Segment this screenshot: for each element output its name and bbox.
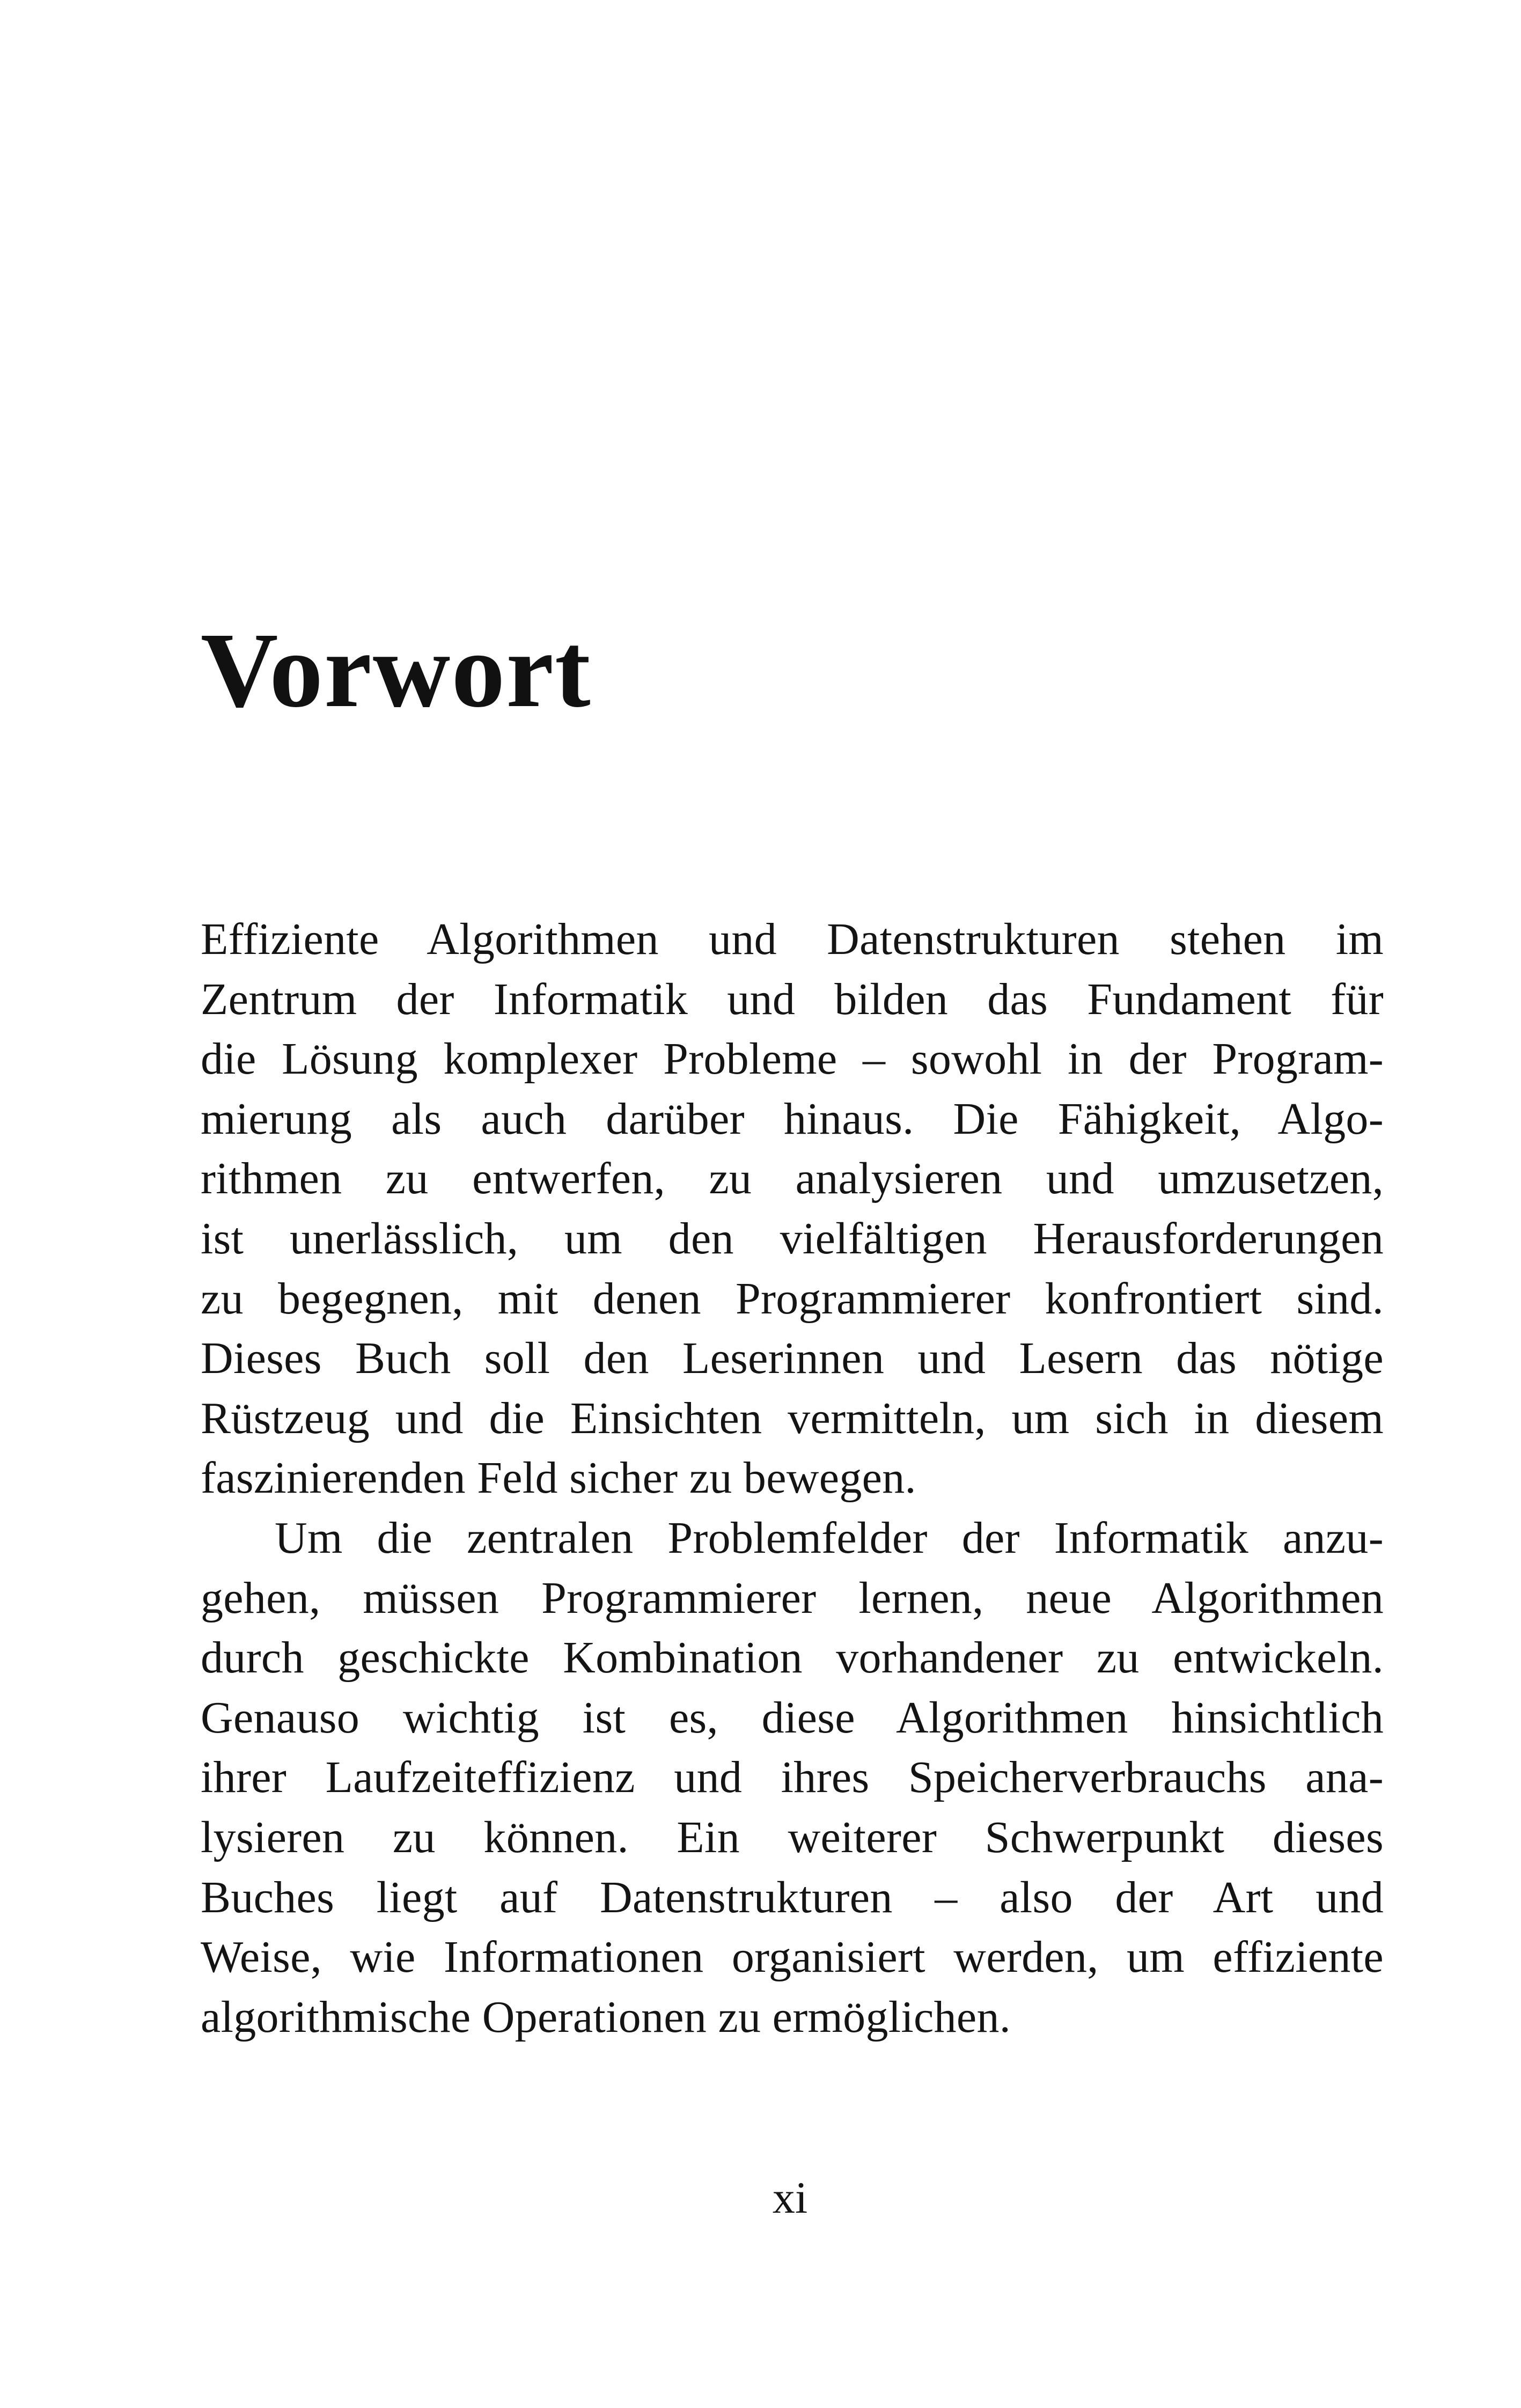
- text-line: rithmen zu entwerfen, zu analysieren und umzusetzen,: [201, 1154, 1384, 1204]
- text-line: durch geschickte Kombination vorhandener zu entwickeln.: [201, 1633, 1384, 1683]
- chapter-title: Vorwort: [201, 611, 592, 730]
- text-line: die Lösung komplexer Probleme – sowohl in der Program-: [201, 1034, 1384, 1084]
- text-line: Buches liegt auf Datenstrukturen – also der Art und: [201, 1872, 1384, 1922]
- text-line: ist unerlässlich, um den vielfältigen Herausforderungen: [201, 1213, 1384, 1264]
- text-line: zu begegnen, mit denen Programmierer konfrontiert sind.: [201, 1273, 1384, 1324]
- body-text: [201, 909, 1384, 2047]
- text-line: Dieses Buch soll den Leserinnen und Lesern das nötige: [201, 1333, 1384, 1384]
- text-line: Weise, wie Informationen organisiert werden, um effiziente: [201, 1932, 1384, 1983]
- text-line: faszinierenden Feld sicher zu bewegen.: [201, 1453, 916, 1503]
- text-line: Zentrum der Informatik und bilden das Fundament für: [201, 974, 1384, 1024]
- text-line: Effiziente Algorithmen und Datenstrukturen stehen im: [201, 914, 1384, 964]
- text-line: algorithmische Operationen zu ermöglichen.: [201, 1992, 1011, 2042]
- text-line: gehen, müssen Programmierer lernen, neue Algorithmen: [201, 1573, 1384, 1623]
- text-line: Rüstzeug und die Einsichten vermitteln, um sich in diesem: [201, 1393, 1384, 1443]
- text-line: Genauso wichtig ist es, diese Algorithmen hinsichtlich: [201, 1692, 1384, 1743]
- paragraph-2: [201, 1508, 1384, 2047]
- paragraph-1: [201, 909, 1384, 1508]
- text-line: Um die zentralen Problemfelder der Informatik anzu-: [275, 1513, 1384, 1563]
- text-line: mierung als auch darüber hinaus. Die Fähigkeit, Algo-: [201, 1093, 1384, 1144]
- page-number: xi: [772, 2173, 808, 2223]
- text-line: lysieren zu können. Ein weiterer Schwerpunkt dieses: [201, 1812, 1384, 1862]
- text-line: ihrer Laufzeiteffizienz und ihres Speicherverbrauchs ana-: [201, 1752, 1384, 1803]
